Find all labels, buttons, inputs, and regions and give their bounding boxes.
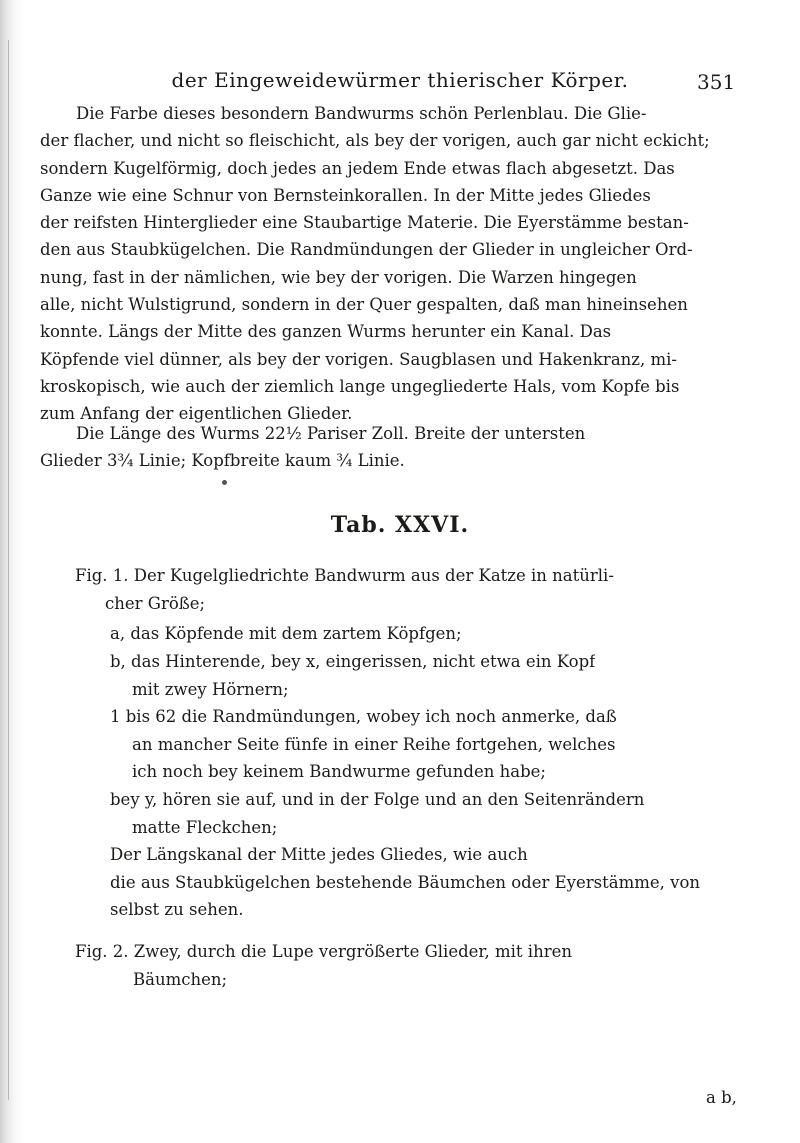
text-line: Die Länge des Wurms 22½ Pariser Zoll. Breite der untersten [76, 424, 586, 443]
text-line: cher Größe; [105, 593, 206, 613]
text-line: die aus Staubkügelchen bestehende Bäumchen oder Eyerstämme, von [110, 872, 701, 892]
fig1-item-y [110, 786, 644, 841]
text-line: bey y, hören sie auf, und in der Folge und an den Seitenrändern [110, 790, 645, 809]
text-line: kroskopisch, wie auch der ziemlich lange ungegliederte Hals, vom Kopfe bis [40, 376, 680, 396]
text-line: Die Farbe dieses besondern Bandwurms schön Perlenblau. Die Glie- [76, 104, 647, 123]
text-line: Glieder 3¾ Linie; Kopfbreite kaum ¾ Linie. [40, 451, 405, 471]
text-line: mit zwey Hörnern; [132, 679, 289, 699]
paragraph-1 [40, 100, 745, 428]
text-line: Der Längskanal der Mitte jedes Gliedes, wie auch [110, 845, 528, 864]
text-line: b, das Hinterende, bey x, eingerissen, nicht etwa ein Kopf [110, 652, 596, 671]
text-line: an mancher Seite fünfe in einer Reihe fortgehen, welches [132, 734, 616, 754]
catchword: a b, [706, 1088, 737, 1107]
text-line: Fig. 1. Der Kugelgliedrichte Bandwurm aus der Katze in natürli- [75, 566, 614, 585]
fig2-intro [75, 938, 572, 993]
page-number: 351 [697, 70, 736, 94]
text-line: selbst zu sehen. [110, 900, 244, 919]
text-line: zum Anfang der eigentlichen Glieder. [40, 404, 353, 424]
text-line: konnte. Längs der Mitte des ganzen Wurms herunter ein Kanal. Das [40, 322, 612, 342]
page-gutter [0, 0, 22, 1143]
text-line: der flacher, und nicht so fleischicht, als bey der vorigen, auch gar nicht eckicht; [40, 131, 710, 151]
text-line: Fig. 2. Zwey, durch die Lupe vergrößerte Glieder, mit ihren [75, 942, 572, 961]
text-line: der reifsten Hinterglieder eine Staubartige Materie. Die Eyerstämme bestan- [40, 213, 689, 233]
text-line: ich noch bey keinem Bandwurme gefunden habe; [132, 762, 546, 781]
text-line: 1 bis 62 die Randmündungen, wobey ich noch anmerke, daß [110, 707, 617, 726]
fig1-item-canal [110, 841, 700, 924]
text-line: sondern Kugelförmig, doch jedes an jedem Ende etwas flach abgesetzt. Das [40, 158, 675, 178]
section-heading: Tab. XXVI. [330, 512, 470, 538]
ink-dot [222, 480, 227, 485]
text-line: Bäumchen; [133, 969, 228, 989]
text-line: Köpfende viel dünner, als bey der vorigen. Saugblasen und Hakenkranz, mi- [40, 349, 677, 369]
fig1-item-b [110, 648, 595, 703]
fig1-item-a [110, 620, 462, 648]
text-line: matte Fleckchen; [132, 817, 278, 837]
text-line: alle, nicht Wulstigrund, sondern in der Quer gespalten, daß man hineinsehen [40, 295, 688, 315]
paragraph-2 [40, 420, 745, 475]
text-line: nung, fast in der nämlichen, wie bey der vorigen. Die Warzen hingegen [40, 267, 637, 287]
text-line: den aus Staubkügelchen. Die Randmündungen der Glieder in ungleicher Ord- [40, 240, 693, 260]
fig1-item-range [110, 703, 617, 786]
fig1-intro [75, 562, 614, 617]
text-line: Ganze wie eine Schnur von Bernsteinkorallen. In der Mitte jedes Gliedes [40, 185, 651, 205]
running-head: der Eingeweidewürmer thierischer Körper. [171, 68, 629, 92]
gutter-line [8, 40, 9, 1100]
text-line: a, das Köpfende mit dem zartem Köpfgen; [110, 624, 462, 643]
